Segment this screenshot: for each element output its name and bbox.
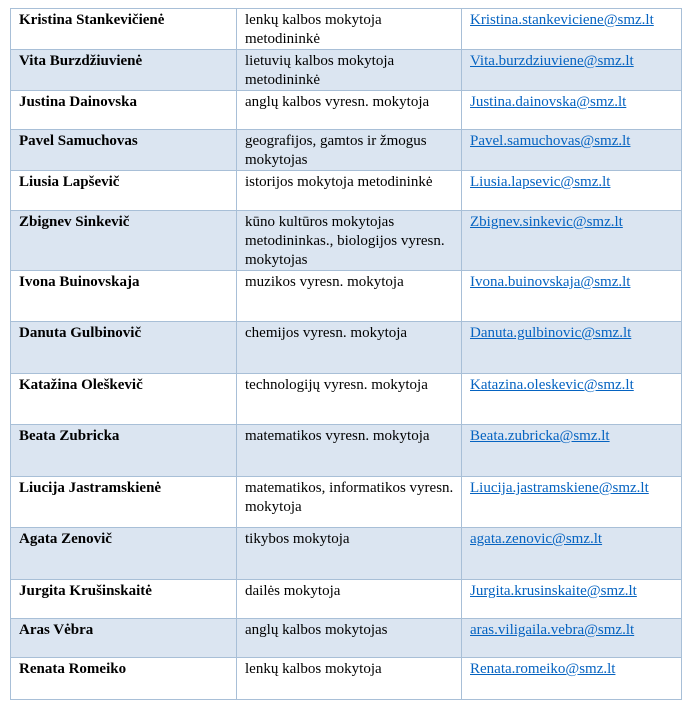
email-link[interactable]: Kristina.stankeviciene@smz.lt: [470, 12, 654, 28]
email-cell: [462, 50, 682, 91]
email-cell: [462, 322, 682, 374]
teacher-role: chemijos vyresn. mokytoja: [237, 322, 462, 374]
email-link[interactable]: agata.zenovic@smz.lt: [470, 531, 603, 547]
teacher-role: tikybos mokytoja: [237, 528, 462, 580]
teacher-role: muzikos vyresn. mokytoja: [237, 271, 462, 322]
teacher-name: Agata Zenovič: [11, 528, 237, 580]
email-cell: [462, 211, 682, 271]
table-row: [11, 425, 682, 477]
email-cell: [462, 9, 682, 50]
email-link[interactable]: Danuta.gulbinovic@smz.lt: [470, 325, 632, 341]
email-cell: [462, 91, 682, 130]
teacher-name: Liusia Lapševič: [11, 171, 237, 211]
teacher-role: kūno kultūros mokytojas metodininkas., biologijos vyresn. mokytojas: [237, 211, 462, 271]
table-row: [11, 130, 682, 171]
teacher-name: Zbignev Sinkevič: [11, 211, 237, 271]
email-link[interactable]: Jurgita.krusinskaite@smz.lt: [470, 583, 637, 599]
email-link[interactable]: Vita.burzdziuviene@smz.lt: [470, 53, 634, 69]
teacher-role: geografijos, gamtos ir žmogus mokytojas: [237, 130, 462, 171]
teacher-name: Aras Vėbra: [11, 619, 237, 658]
email-link[interactable]: Katazina.oleskevic@smz.lt: [470, 377, 634, 393]
teacher-name: Beata Zubricka: [11, 425, 237, 477]
teacher-name: Ivona Buinovskaja: [11, 271, 237, 322]
email-link[interactable]: Ivona.buinovskaja@smz.lt: [470, 274, 631, 290]
teacher-role: dailės mokytoja: [237, 580, 462, 619]
email-cell: [462, 271, 682, 322]
email-link[interactable]: Liusia.lapsevic@smz.lt: [470, 174, 611, 190]
staff-contacts-table: [10, 8, 682, 700]
email-link[interactable]: Justina.dainovska@smz.lt: [470, 94, 627, 110]
table-row: [11, 658, 682, 700]
email-link[interactable]: Liucija.jastramskiene@smz.lt: [470, 480, 649, 496]
email-link[interactable]: Renata.romeiko@smz.lt: [470, 661, 616, 677]
teacher-role: lenkų kalbos mokytoja metodininkė: [237, 9, 462, 50]
teacher-name: Kristina Stankevičienė: [11, 9, 237, 50]
email-cell: [462, 619, 682, 658]
table-row: [11, 91, 682, 130]
teacher-name: Katažina Oleškevič: [11, 374, 237, 425]
table-row: [11, 211, 682, 271]
table-row: [11, 580, 682, 619]
teacher-role: lenkų kalbos mokytoja: [237, 658, 462, 700]
teacher-role: anglų kalbos mokytojas: [237, 619, 462, 658]
table-row: [11, 50, 682, 91]
table-row: [11, 477, 682, 528]
teacher-name: Liucija Jastramskienė: [11, 477, 237, 528]
email-cell: [462, 374, 682, 425]
email-cell: [462, 171, 682, 211]
teacher-name: Justina Dainovska: [11, 91, 237, 130]
email-cell: [462, 528, 682, 580]
email-cell: [462, 477, 682, 528]
teacher-name: Vita Burzdžiuvienė: [11, 50, 237, 91]
email-cell: [462, 425, 682, 477]
table-row: [11, 528, 682, 580]
table-row: [11, 619, 682, 658]
teacher-name: Renata Romeiko: [11, 658, 237, 700]
email-cell: [462, 580, 682, 619]
teacher-name: Danuta Gulbinovič: [11, 322, 237, 374]
table-row: [11, 271, 682, 322]
email-link[interactable]: Pavel.samuchovas@smz.lt: [470, 133, 631, 149]
table-row: [11, 374, 682, 425]
teacher-role: istorijos mokytoja metodininkė: [237, 171, 462, 211]
teacher-role: lietuvių kalbos mokytoja metodininkė: [237, 50, 462, 91]
email-cell: [462, 658, 682, 700]
table-row: [11, 322, 682, 374]
teacher-role: technologijų vyresn. mokytoja: [237, 374, 462, 425]
email-link[interactable]: aras.viligaila.vebra@smz.lt: [470, 622, 635, 638]
teacher-role: matematikos vyresn. mokytoja: [237, 425, 462, 477]
email-cell: [462, 130, 682, 171]
teacher-name: Pavel Samuchovas: [11, 130, 237, 171]
teacher-role: anglų kalbos vyresn. mokytoja: [237, 91, 462, 130]
teacher-name: Jurgita Krušinskaitė: [11, 580, 237, 619]
teacher-role: matematikos, informatikos vyresn. mokytoja: [237, 477, 462, 528]
email-link[interactable]: Beata.zubricka@smz.lt: [470, 428, 610, 444]
table-row: [11, 171, 682, 211]
email-link[interactable]: Zbignev.sinkevic@smz.lt: [470, 214, 623, 230]
table-row: [11, 9, 682, 50]
